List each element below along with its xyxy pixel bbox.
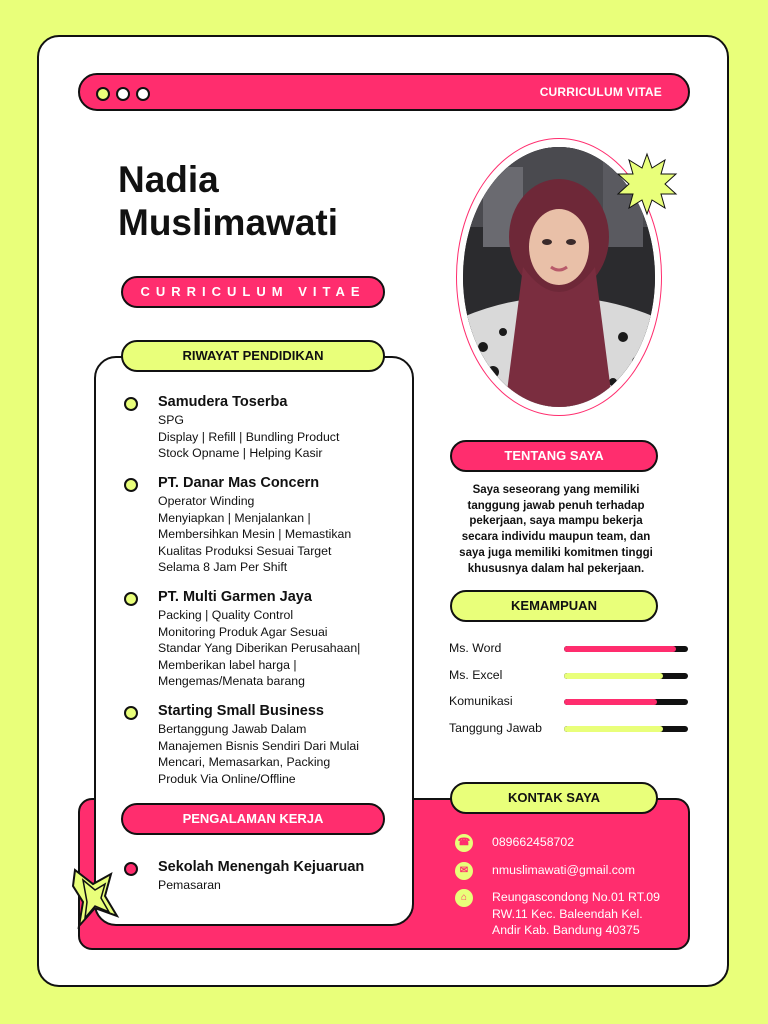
entry-line: Bertanggung Jawab Dalam xyxy=(158,722,307,736)
phone-icon: ☎ xyxy=(455,834,473,852)
skill-bar-fill xyxy=(564,699,657,705)
entry-line: Manajemen Bisnis Sendiri Dari Mulai xyxy=(158,738,359,753)
skill-row xyxy=(449,641,689,661)
entry-line: Packing | Quality Control xyxy=(158,608,294,622)
skill-bar-fill xyxy=(564,646,676,652)
about-line: pekerjaan, saya mampu bekerja xyxy=(469,515,643,528)
entry-line: Operator Winding xyxy=(158,494,255,508)
skill-row xyxy=(449,721,689,741)
entry-line: Standar Yang Diberikan Perusahaan| xyxy=(158,641,361,655)
email-text: nmuslimawati@gmail.com xyxy=(492,863,635,877)
skill-bar-fill xyxy=(564,673,663,679)
top-header-bar xyxy=(78,73,690,111)
starburst-decoration-icon xyxy=(615,152,679,216)
entry-line: Monitoring Produk Agar Sesuai xyxy=(158,624,328,639)
education-entry xyxy=(158,394,408,462)
skill-bar-fill xyxy=(564,726,663,732)
sparkle-decoration-icon xyxy=(71,866,121,930)
entry-line: Mencari, Memasarkan, Packing xyxy=(158,755,331,769)
window-dot-icon xyxy=(96,87,110,101)
education-entry xyxy=(158,703,408,787)
entry-line: Membersihkan Mesin | Memastikan xyxy=(158,527,352,541)
address-line: Andir Kab. Bandung 40375 xyxy=(492,923,640,937)
entry-line: Mengemas/Menata barang xyxy=(158,674,305,688)
bullet-icon xyxy=(124,706,138,720)
skill-label: Komunikasi xyxy=(449,694,513,708)
about-line: khususnya dalam hal pekerjaan. xyxy=(467,562,645,575)
entry-line: Memberikan label harga | xyxy=(158,657,297,672)
phone-text: 089662458702 xyxy=(492,835,575,849)
skill-bar xyxy=(564,726,688,732)
entry-line: Menyiapkan | Menjalankan | xyxy=(158,510,311,525)
entry-line: Selama 8 Jam Per Shift xyxy=(158,560,288,574)
bullet-icon xyxy=(124,592,138,606)
entry-line: Kualitas Produksi Sesuai Target xyxy=(158,543,332,558)
window-dot-icon xyxy=(136,87,150,101)
person-name xyxy=(118,158,338,244)
cv-subtitle-pill: CURRICULUM VITAE xyxy=(121,276,385,308)
skill-row xyxy=(449,668,689,688)
entry-line: Pemasaran xyxy=(158,878,221,892)
bullet-icon xyxy=(124,397,138,411)
entry-title: PT. Danar Mas Concern xyxy=(158,475,320,491)
about-line: saya juga memiliki komitmen tinggi xyxy=(459,546,653,559)
last-name: Muslimawati xyxy=(118,202,338,243)
about-text xyxy=(436,483,676,577)
work-heading: PENGALAMAN KERJA xyxy=(121,803,385,835)
about-line: secara individu maupun team, dan xyxy=(461,531,651,544)
skill-bar xyxy=(564,699,688,705)
education-entry xyxy=(158,475,408,576)
entry-title: Samudera Toserba xyxy=(158,394,288,410)
entry-title: Starting Small Business xyxy=(158,703,324,719)
email-icon: ✉ xyxy=(455,862,473,880)
bullet-icon xyxy=(124,862,138,876)
entry-line: SPG xyxy=(158,413,184,427)
home-icon: ⌂ xyxy=(455,889,473,907)
bullet-icon xyxy=(124,478,138,492)
skill-bar xyxy=(564,673,688,679)
skill-bar xyxy=(564,646,688,652)
address-text xyxy=(492,889,660,939)
address-line: Reungascondong No.01 RT.09 xyxy=(492,890,660,904)
entry-line: Stock Opname | Helping Kasir xyxy=(158,446,323,460)
about-line: Saya seseorang yang memiliki xyxy=(472,484,640,496)
skill-label: Tanggung Jawab xyxy=(449,721,542,735)
entry-line: Produk Via Online/Offline xyxy=(158,771,296,786)
header-label: CURRICULUM VITAE xyxy=(539,85,662,99)
about-heading: TENTANG SAYA xyxy=(450,440,658,472)
education-heading: RIWAYAT PENDIDIKAN xyxy=(121,340,385,372)
education-entry xyxy=(158,589,408,690)
entry-title: PT. Multi Garmen Jaya xyxy=(158,589,312,605)
work-entry xyxy=(158,859,408,894)
about-line: tanggung jawab penuh terhadap xyxy=(467,499,645,512)
skill-label: Ms. Word xyxy=(449,641,502,655)
skills-heading: KEMAMPUAN xyxy=(450,590,658,622)
skill-row xyxy=(449,694,689,714)
contact-heading: KONTAK SAYA xyxy=(450,782,658,814)
first-name: Nadia xyxy=(118,159,219,200)
entry-title: Sekolah Menengah Kejuaruan xyxy=(158,859,365,875)
window-dot-icon xyxy=(116,87,130,101)
entry-line: Display | Refill | Bundling Product xyxy=(158,429,340,444)
skill-label: Ms. Excel xyxy=(449,668,503,682)
address-line: RW.11 Kec. Baleendah Kel. xyxy=(492,906,643,921)
